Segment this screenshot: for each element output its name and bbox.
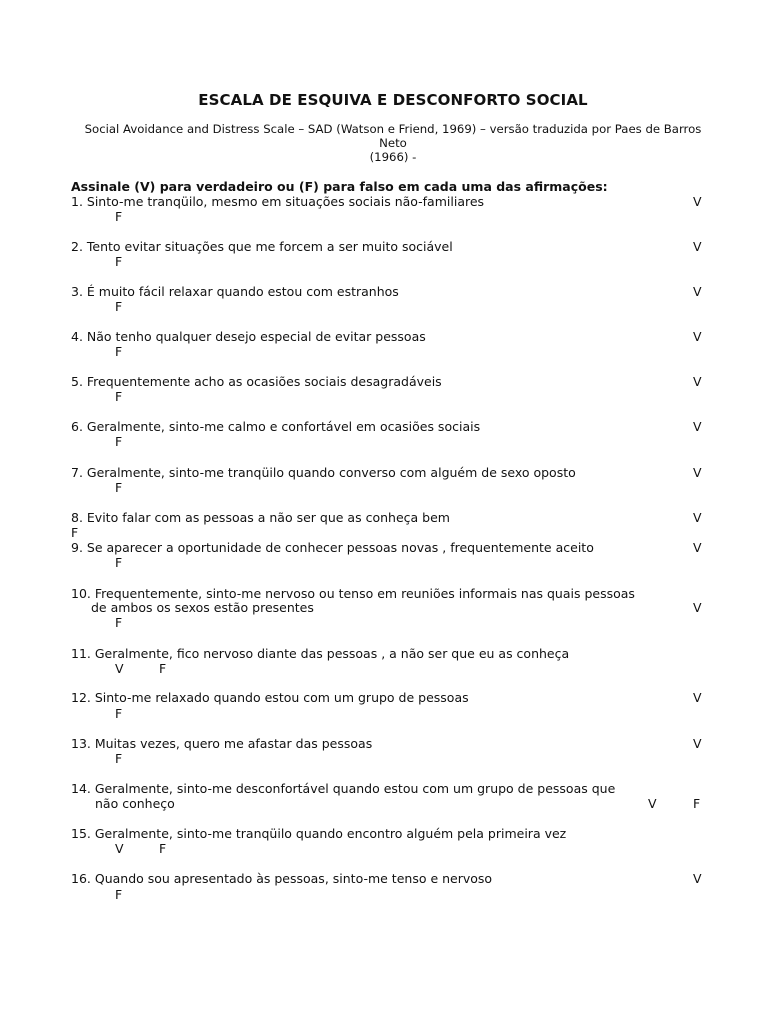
item-11-text: 11. Geralmente, fico nervoso diante das pessoas , a não ser que eu as conheça [71,646,570,661]
item-13-true-option[interactable]: V [693,736,702,751]
item-10-text-continued: de ambos os sexos estão presentes [91,600,314,615]
item-8-text: 8. Evito falar com as pessoas a não ser que as conheça bem [71,510,450,525]
item-5-false-option[interactable]: F [115,389,123,404]
item-6-true-option[interactable]: V [693,419,702,434]
item-10-text: 10. Frequentemente, sinto-me nervoso ou tenso em reuniões informais nas quais pessoas [71,586,635,601]
item-15-true-option[interactable]: V [115,841,124,856]
item-1-true-option[interactable]: V [693,194,702,209]
item-9-false-option[interactable]: F [115,555,123,570]
item-2-text: 2. Tento evitar situações que me forcem a ser muito sociável [71,239,453,254]
item-3-true-option[interactable]: V [693,284,702,299]
item-3-text: 3. É muito fácil relaxar quando estou com estranhos [71,284,399,299]
item-14-text-continued: não conheço [95,796,175,811]
item-13-text: 13. Muitas vezes, quero me afastar das pessoas [71,736,373,751]
document-title: ESCALA DE ESQUIVA E DESCONFORTO SOCIAL [198,91,588,109]
item-8-true-option[interactable]: V [693,510,702,525]
item-2-false-option[interactable]: F [115,254,123,269]
item-12-false-option[interactable]: F [115,706,123,721]
item-6-text: 6. Geralmente, sinto-me calmo e confortável em ocasiões sociais [71,419,481,434]
item-16-true-option[interactable]: V [693,871,702,886]
item-6-false-option[interactable]: F [115,434,123,449]
instructions: Assinale (V) para verdadeiro ou (F) para falso em cada uma das afirmações: [71,179,608,194]
item-7-false-option[interactable]: F [115,480,123,495]
item-11-false-option[interactable]: F [159,661,167,676]
item-1-false-option[interactable]: F [115,209,123,224]
item-1-text: 1. Sinto-me tranqüilo, mesmo em situações sociais não-familiares [71,194,485,209]
item-15-text: 15. Geralmente, sinto-me tranqüilo quando encontro alguém pela primeira vez [71,826,567,841]
item-7-text: 7. Geralmente, sinto-me tranqüilo quando converso com alguém de sexo oposto [71,465,576,480]
document-subtitle [70,122,716,164]
item-13-false-option[interactable]: F [115,751,123,766]
item-10-true-option[interactable]: V [693,600,702,615]
item-16-false-option[interactable]: F [115,887,123,902]
item-10-false-option[interactable]: F [115,615,123,630]
item-4-false-option[interactable]: F [115,344,123,359]
item-4-true-option[interactable]: V [693,329,702,344]
item-2-true-option[interactable]: V [693,239,702,254]
item-8-false-option[interactable]: F [71,525,79,540]
item-5-text: 5. Frequentemente acho as ocasiões sociais desagradáveis [71,374,442,389]
item-14-text: 14. Geralmente, sinto-me desconfortável quando estou com um grupo de pessoas que [71,781,616,796]
item-14-true-option[interactable]: V [648,796,657,811]
item-14-false-option[interactable]: F [693,796,701,811]
item-3-false-option[interactable]: F [115,299,123,314]
item-7-true-option[interactable]: V [693,465,702,480]
item-9-true-option[interactable]: V [693,540,702,555]
item-12-true-option[interactable]: V [693,690,702,705]
subtitle-line-2: (1966) - [369,150,417,164]
subtitle-line-1: Social Avoidance and Distress Scale – SAD (Watson e Friend, 1969) – versão traduzida por Paes de Barros Neto [84,122,702,150]
item-4-text: 4. Não tenho qualquer desejo especial de evitar pessoas [71,329,426,344]
item-16-text: 16. Quando sou apresentado às pessoas, sinto-me tenso e nervoso [71,871,493,886]
item-5-true-option[interactable]: V [693,374,702,389]
item-11-true-option[interactable]: V [115,661,124,676]
item-12-text: 12. Sinto-me relaxado quando estou com um grupo de pessoas [71,690,469,705]
item-15-false-option[interactable]: F [159,841,167,856]
item-9-text: 9. Se aparecer a oportunidade de conhecer pessoas novas , frequentemente aceito [71,540,594,555]
